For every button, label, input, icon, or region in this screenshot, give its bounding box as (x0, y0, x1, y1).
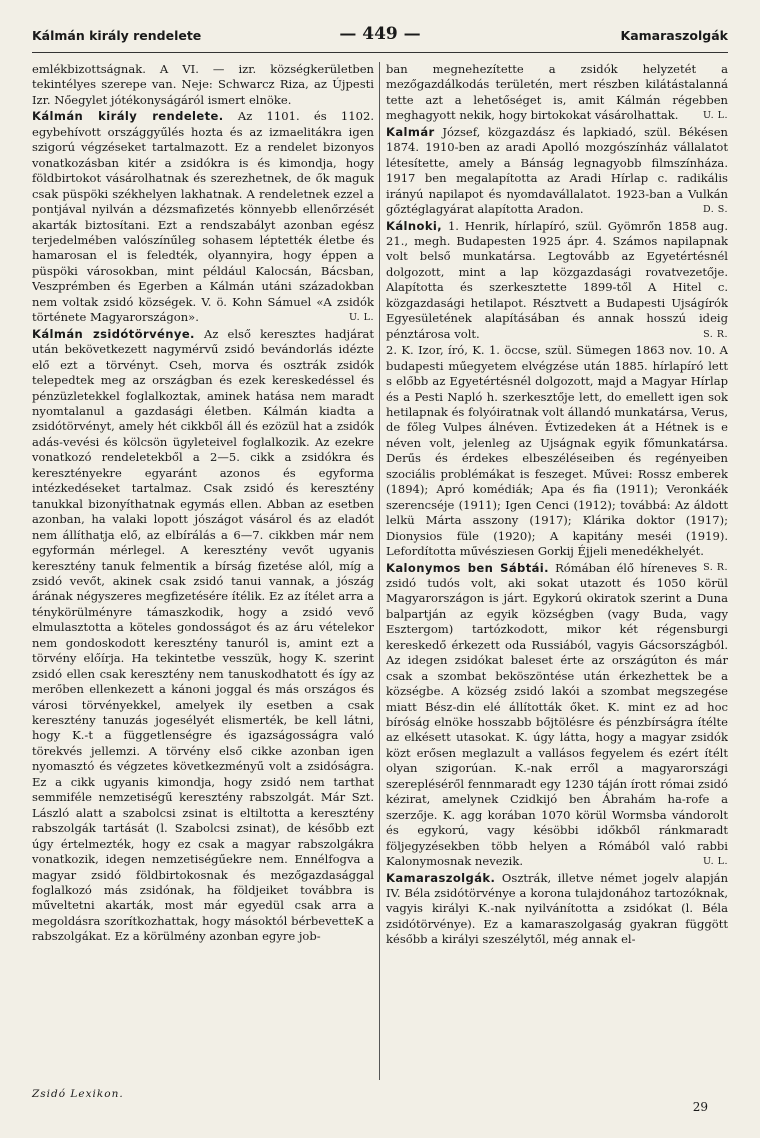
page-number: — 449 — (339, 24, 421, 44)
entry-headword: Kálmán zsidótörvénye. (32, 326, 195, 341)
entry-text: emlékbizottságnak. A VI. — izr. községkerületben tekintélyes szerepe van. Neje: Schwarcz Riza, az Újpesti Izr. Nőegylet jótékonyságáról ismert elnöke. (32, 62, 374, 107)
entry-text: Az 1101. és 1102. egybehívott országgyűlés hozta és az izmaelitákra igen szigorú végzéseket tartalmazott. Ez a rendelet bizonyos vonatkozásban kitér a zsidókra is és kimondja, hogy földbirtokot vásárolhatnak és szerezhetnek, de ők maguk csak püspöki székhelyen lakhatnak. A rendeletnek ezzel a pontjával nyilván a dézsmafizetés könnyebb ellenőrzését akarták biztosítani. Ezt a rendszabályt azonban egész terjedelmében valószínűleg sohasem léptették életbe és hamarosan el is feledték, olyannyira, hogy éppen a püspöki városokban, mint például Kalocsán, Bácsban, Veszprémben és Egerben a Kálmán utáni századokban nem voltak zsidó községek. V. ö. Kohn Sámuel «A zsidók története Magyarországon». (32, 109, 374, 325)
entry-headword: Kálmán király rendelete. (32, 109, 224, 124)
entry-text: József, közgazdász és lapkiadó, szül. Békésen 1874. 1910-ben az aradi Apolló mozgószínház vállalatot létesítette, amely a Bánság legnagyobb filmszínháza. 1917 ben megalapította az Aradi Hírlap c. radikális irányú napilapot és nyomdavállalatot. 1923-ban a Vulkán gőztéglagyárat alapította Aradon. (386, 124, 728, 217)
entry-signature: U. L. (702, 856, 728, 868)
left-column (32, 62, 374, 1080)
header-right-title: Kamaraszolgák (620, 28, 728, 43)
column-divider (379, 62, 380, 1080)
entry-signature: D. S. (702, 204, 728, 216)
entry-text: Az első keresztes hadjárat után bekövetkezett nagymérvű zsidó bevándorlás idézte elő ezt a törvényt. Cseh, morva és osztrák zsidók telepedtek meg az országban és ezek kereskedéssel és pénzüzletekkel foglalkoztak, aminek hatása nem maradt nyomtalanul a gazdasági életben. Kálmán kiadta a zsidótörvényt, amely hét cikkből áll és ezözül hat a zsidók adás-vevési és kölcsön ügyleteivel foglalkozik. Az ezekre vonatkozó rendeletekből a 2—5. cikk a zsidókra és keresztényekre egyaránt azonos és egyforma intézkedéseket tartalmaz. Csak zsidó és keresztény tanukkal bizonyíthatnak egymás ellen. Abban az esetben azonban, ha valaki lopott jószágot vásárol és az eladót nem állíthatja elő, az elbírálás a 6—7. cikkben már nem egyformán mérlegel. A keresztény vevőt ugyanis keresztény tanuk felmentik a bírság fizetése alól, míg a zsidó vevőt, akinek csak zsidó tanui vannak, a jószág árának négyszeres megfizetésére ítélik. Ez az ítélet arra a ténykörülményre támaszkodik, hogy a zsidó vevő elmulasztotta a köteles gondosságot és az áru vételekor nem gondoskodott keresztény tanuról is, amint ezt a törvény előírja. Ha tekintetbe vesszük, hogy K. szerint zsidó ellen csak keresztény nem tanuskodhatott és így az merőben ellenkezett a kánoni joggal és más országos és városi törvényekkel, amelyek ily esetben a csak keresztény tanuzás jogesélyét elismerték, be kell látni, hogy K.-t a függetlenségre és igazságosságra való törekvés jellemzi. A törvény első cikke azonban igen nyomasztó és végzetes következményű volt a zsidóságra. Ez a cikk ugyanis kimondja, hogy zsidó nem tarthat semmiféle nemzetiségű keresztény rabszolgát. Már Szt. László alatt a szabolcsi zsinat is eltiltotta a keresztény rabszolgák tartását (l. Szabolcsi zsinat), de később ezt úgy értelmezték, hogy ez csak a magyar rabszolgákra vonatkozik, idegen nemzetiségűekre nem. Ennélfogva a magyar zsidó földbirtokosnak és mezőgazdasággal foglalkozó más zsidónak, ha földjeiket továbbra is műveltetni akarták, most már egyedül csak arra a megoldásra szorítkozhattak, hogy másoktól bérbevetteK a rabszolgákat. Ez a körülmény azonban egyre job- (32, 326, 374, 944)
entry-text: Osztrák, illetve német jogelv alapján IV. Béla zsidótörvénye a korona tulajdonához tartozóknak, vagyis királyi K.-nak nyilvánította a zsidókat (l. Béla zsidótörvénye). Ez a kamaraszolgaság gyakran függött később a királyi szeszélytől, még annak el- (386, 870, 728, 947)
entry (386, 871, 728, 948)
header-left-title: Kálmán király rendelete (32, 28, 202, 43)
entry (386, 125, 728, 218)
entry (386, 62, 728, 124)
footer-signature-number: 29 (692, 1100, 708, 1114)
entry (32, 109, 374, 325)
entry-text: 1. Henrik, hírlapíró, szül. Gyömrőn 1858 aug. 21., megh. Budapesten 1925 ápr. 4. Számos napilapnak volt belső munkatársa. Legtovább az Egyetértésnél dolgozott, mint a lap közgazdasági rovatvezetője. Alapította és szerkesztette 1899-től A Hitel c. közgazdasági hetilapot. Résztvett a Budapesti Ujságírók Egyesületének alapításában és annak hosszú ideig pénztárosa volt. (386, 218, 728, 341)
footer-publication: Zsidó Lexikon. (32, 1088, 124, 1100)
entry-text: Rómában élő híreneves zsidó tudós volt, aki sokat utazott és 1050 körül Magyarországon is járt. Egykorú okiratok szerint a Duna balpartján az egyik községben (vagy Buda, vagy Esztergom) tartózkodott, mikor két régensburgi kereskedő érkezett oda Russiából, vagyis Gácsországból. Az idegen zsidókat baleset érte az országúton és már csak a szombat beköszöntése után érkezhettek be a községbe. A község zsidó lakói a szombat megszegése miatt Bész-din elé állították őket. K. mint ez ad hoc bíróság elnöke hosszabb bőjtölésre és pénzbírságra ítélte az elkésett utasokat. K. úgy látta, hogy a magyar zsidók közt erősen meglazult a vallásos fegyelem és ezért ítélt olyan szigorúan. K.-nak erről a magyarországi szerepléséről fennmaradt egy 1230 táján írott római zsidó kézirat, amelynek Czidkijó ben Ábrahám ha-rofe a szerzője. K. agg korában 1070 körül Wormsba vándorolt és egykorú, vagy késöbbi időkből ránkmaradt följegyzésekben több helyen a Rómából való rabbi Kalonymosnak nevezik. (386, 560, 728, 869)
entry-text: 2. K. Izor, író, K. 1. öccse, szül. Sümegen 1863 nov. 10. A budapesti műegyetem elvégzése után 1885. hírlapíró lett s előbb az Egyetértésnél dolgozott, majd a Magyar Hírlap és a Pesti Napló h. szerkesztője lett, do emellett igen sok hetilapnak és folyóiratnak volt állandó munkatársa, Verus, de főleg Vulpes álnéven. Évtizedeken át a Hétnek is e néven volt, jelenleg az Ujságnak egyik főmunkatársa. Derűs és érdekes elbeszéléseiben és regényeiben szociális problémákat is feszeget. Művei: Rossz emberek (1894); Apró komédiák; Apa és fia (1911); Veronkáék szerencséje (1911); Igen Cenci (1912); továbbá: Az áldott lelkü Márta asszony (1917); Klárika doktor (1917); Dionysios füle (1920); A kapitány meséi (1919). Lefordította művésziesen Gorkij Éjjeli menedékhelyét. (386, 343, 728, 559)
entry-headword: Kálnoki, (386, 218, 443, 233)
entry (32, 327, 374, 945)
right-column (386, 62, 728, 1080)
entry-signature: U. L. (702, 110, 728, 122)
entry-headword: Kamaraszolgák. (386, 870, 496, 885)
entry-headword: Kalmár (386, 124, 435, 139)
entry-signature: S. R. (703, 328, 728, 340)
entry (386, 561, 728, 870)
entry (386, 219, 728, 343)
entry-headword: Kalonymos ben Sábtái. (386, 560, 549, 575)
running-header (32, 26, 728, 53)
entry-text: ban megnehezítette a zsidók helyzetét a mezőgazdálkodás területén, mert részben kilátástalanná tette azt a lehetőséget is, amit Kálmán régebben meghagyott nekik, hogy birtokokat vásárolhattak. (386, 62, 728, 123)
entry-signature: U. L. (348, 312, 374, 324)
entry (32, 62, 374, 108)
entry-signature: S. R. (703, 561, 728, 573)
